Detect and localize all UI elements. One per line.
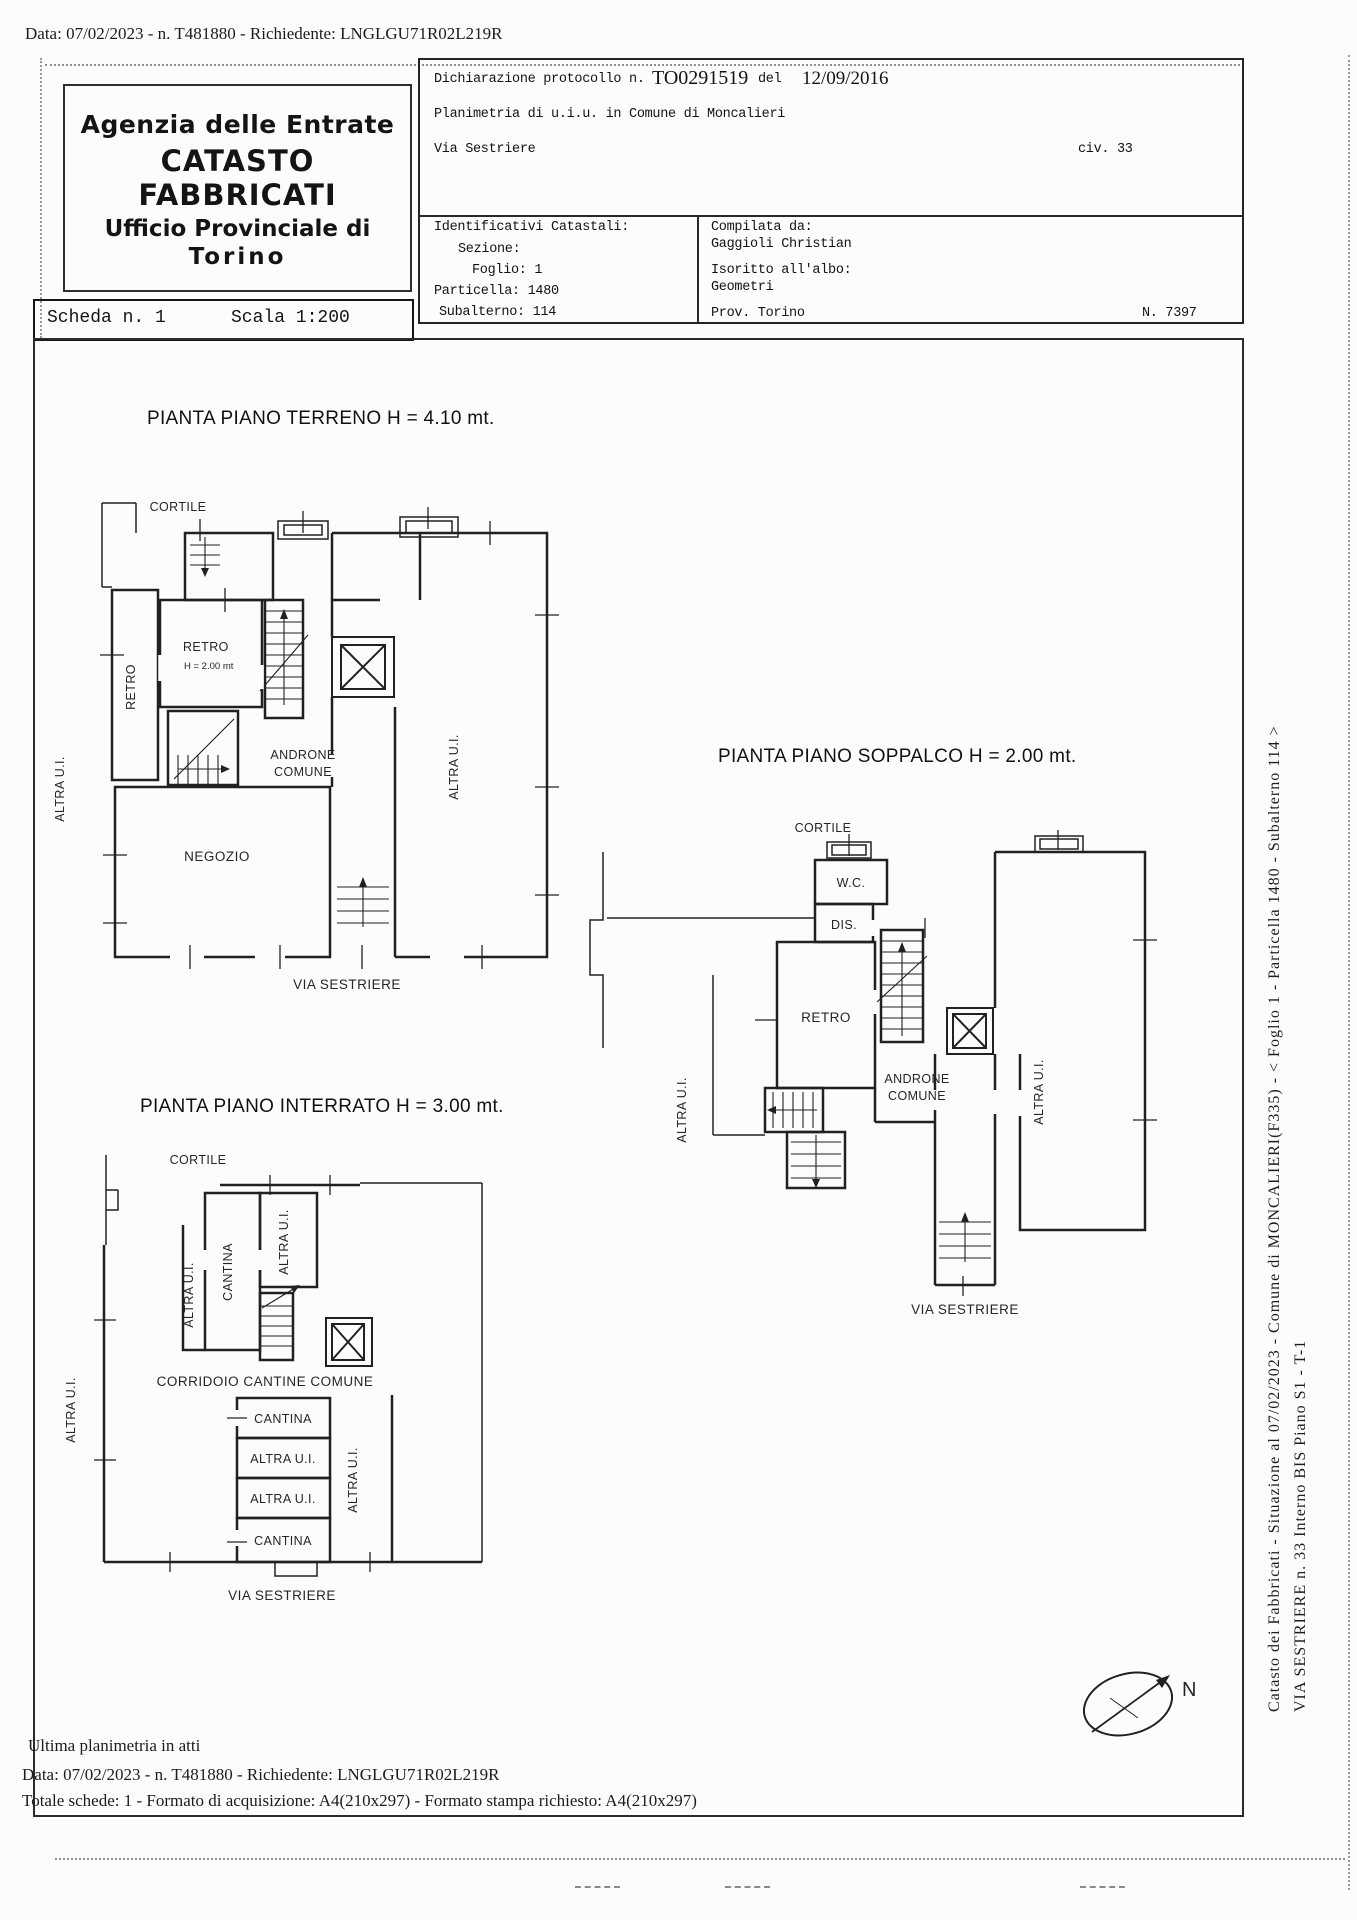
room-label-cortile: CORTILE bbox=[794, 821, 852, 835]
room-label-altra-mid-1: ALTRA U.I. bbox=[250, 1452, 316, 1466]
room-label-altra-left: ALTRA U.I. bbox=[53, 756, 67, 822]
room-label-comune: COMUNE bbox=[888, 1089, 946, 1103]
room-label-altra-left: ALTRA U.I. bbox=[675, 1077, 689, 1143]
room-label-wc: W.C. bbox=[836, 876, 866, 890]
declaration-divider-vertical bbox=[697, 215, 699, 322]
stair-arrow bbox=[812, 1179, 820, 1188]
room-label-altra-right: ALTRA U.I. bbox=[1032, 1059, 1046, 1125]
room-label-cortile: CORTILE bbox=[169, 1153, 227, 1167]
room-label-altra-right: ALTRA U.I. bbox=[447, 734, 461, 800]
terreno-walls bbox=[112, 533, 547, 957]
scheda-label: Scheda n. 1 bbox=[47, 308, 166, 328]
sidebar-line-indirizzo: VIA SESTRIERE n. 33 Interno BIS Piano S1 - T-1 bbox=[1291, 1339, 1309, 1712]
cut-mark bbox=[1080, 1886, 1125, 1888]
sidebar-rotated-text bbox=[1262, 602, 1313, 1712]
top-data-line: Data: 07/02/2023 - n. T481880 - Richiedente: LNGLGU71R02L219R bbox=[25, 24, 503, 43]
room-label-cortile: CORTILE bbox=[149, 500, 207, 514]
staircase bbox=[771, 1092, 817, 1128]
compiler-name: Gaggioli Christian bbox=[711, 237, 852, 252]
sidebar-line-situazione: Catasto dei Fabbricati - Situazione al 07/02/2023 - Comune di MONCALIERI(F335) - < Foglio 1 - Particella 1480 - Subalterno 114 > bbox=[1266, 725, 1283, 1712]
staircase bbox=[337, 883, 389, 927]
compiler-prov: Prov. Torino bbox=[711, 306, 805, 321]
staircase bbox=[791, 1135, 841, 1182]
albo-value: Geometri bbox=[711, 280, 774, 295]
door-openings bbox=[160, 655, 464, 957]
floor-plan-interrato bbox=[20, 1130, 550, 1630]
room-label-altra-far-left: ALTRA U.I. bbox=[64, 1377, 78, 1443]
room-label-cantina-top: CANTINA bbox=[221, 1243, 235, 1301]
fold-line-left bbox=[40, 58, 42, 338]
elevator-shaft bbox=[947, 1008, 993, 1054]
room-label-retro: RETRO bbox=[801, 1010, 851, 1025]
room-label-comune: COMUNE bbox=[274, 765, 332, 779]
street-line: Via Sestriere bbox=[434, 142, 536, 157]
protocol-number: TO0291519 bbox=[652, 67, 749, 89]
protocol-date: 12/09/2016 bbox=[802, 68, 889, 89]
room-label-negozio: NEGOZIO bbox=[184, 849, 250, 864]
protocol-label: Dichiarazione protocollo n. bbox=[434, 72, 645, 87]
stair-arrow bbox=[359, 877, 367, 887]
declaration-divider-horizontal bbox=[420, 215, 1242, 217]
room-label-androne: ANDRONE bbox=[884, 1072, 950, 1086]
agency-header-box bbox=[63, 84, 412, 292]
room-label-retro-strip: RETRO bbox=[124, 664, 138, 710]
footer-totale-line: Totale schede: 1 - Formato di acquisizione: A4(210x297) - Formato stampa richiesto: A4(210x297) bbox=[22, 1791, 697, 1810]
staircase bbox=[174, 719, 234, 785]
room-label-dis: DIS. bbox=[831, 918, 857, 932]
identifier-sezione: Sezione: bbox=[458, 242, 521, 257]
elevator-shaft bbox=[326, 1318, 372, 1366]
stair-arrow bbox=[767, 1106, 776, 1114]
compiler-reg-number: N. 7397 bbox=[1142, 306, 1197, 321]
room-label-altra-top-center: ALTRA U.I. bbox=[277, 1209, 291, 1275]
room-label-androne: ANDRONE bbox=[270, 748, 336, 762]
scheda-box bbox=[33, 299, 414, 341]
catasto-title: CATASTO FABBRICATI bbox=[138, 144, 337, 212]
soppalco-walls bbox=[765, 852, 1145, 1285]
street-label-via-sestriere: VIA SESTRIERE bbox=[228, 1588, 336, 1603]
office-line: Ufficio Provinciale di bbox=[104, 216, 371, 242]
floor-plan-terreno bbox=[50, 455, 590, 1015]
elevator-shaft bbox=[332, 637, 394, 697]
ultima-planimetria-line: Ultima planimetria in atti bbox=[28, 1736, 201, 1755]
cut-mark bbox=[575, 1886, 620, 1888]
scala-label: Scala 1:200 bbox=[231, 308, 350, 328]
plan-title-interrato: PIANTA PIANO INTERRATO H = 3.00 mt. bbox=[140, 1096, 504, 1117]
compiler-label: Compilata da: bbox=[711, 220, 813, 235]
room-label-altra-mid-2: ALTRA U.I. bbox=[250, 1492, 316, 1506]
fold-line-bottom bbox=[55, 1858, 1345, 1860]
identifier-particella: Particella: 1480 bbox=[434, 284, 559, 299]
room-height-label: H = 2.00 mt bbox=[184, 661, 234, 672]
staircase bbox=[877, 941, 927, 1036]
street-label-via-sestriere: VIA SESTRIERE bbox=[911, 1302, 1019, 1317]
plan-title-terreno: PIANTA PIANO TERRENO H = 4.10 mt. bbox=[147, 408, 495, 429]
staircase bbox=[190, 537, 220, 571]
declaration-box bbox=[418, 58, 1244, 324]
footer-data-line: Data: 07/02/2023 - n. T481880 - Richiedente: LNGLGU71R02L219R bbox=[22, 1765, 500, 1784]
office-city: Torino bbox=[188, 244, 287, 270]
staircase bbox=[260, 1288, 295, 1346]
albo-label: Isoritto all'albo: bbox=[711, 263, 852, 278]
identifier-foglio: Foglio: 1 bbox=[472, 263, 543, 278]
cut-mark bbox=[725, 1886, 770, 1888]
north-compass bbox=[1080, 1658, 1230, 1753]
civic-number: civ. 33 bbox=[1078, 142, 1133, 157]
floor-plan-soppalco bbox=[565, 790, 1165, 1330]
fold-line-right bbox=[1348, 55, 1350, 1890]
protocol-del-label: del bbox=[758, 72, 782, 87]
interrato-courtyard-edge bbox=[106, 1155, 482, 1576]
identifiers-title: Identificativi Catastali: bbox=[434, 220, 630, 235]
planimetria-line: Planimetria di u.i.u. in Comune di Moncalieri bbox=[434, 107, 786, 122]
north-label: N bbox=[1182, 1679, 1197, 1701]
stair-arrow bbox=[201, 568, 209, 577]
stair-arrow bbox=[961, 1212, 969, 1222]
staircase bbox=[939, 1218, 991, 1262]
stair-arrow bbox=[898, 942, 906, 952]
room-label-altra-top-left: ALTRA U.I. bbox=[182, 1262, 196, 1328]
room-label-retro: RETRO bbox=[183, 640, 229, 654]
corridor-label: CORRIDOIO CANTINE COMUNE bbox=[156, 1374, 374, 1389]
room-label-altra-right: ALTRA U.I. bbox=[346, 1447, 360, 1513]
room-label-cantina-1: CANTINA bbox=[254, 1412, 312, 1426]
plan-title-soppalco: PIANTA PIANO SOPPALCO H = 2.00 mt. bbox=[718, 746, 1077, 767]
identifier-subalterno: Subalterno: 114 bbox=[439, 305, 557, 320]
staircase bbox=[260, 611, 308, 705]
agency-name: Agenzia delle Entrate bbox=[80, 110, 395, 139]
stair-arrow bbox=[221, 765, 230, 773]
room-label-cantina-2: CANTINA bbox=[254, 1534, 312, 1548]
street-label-via-sestriere: VIA SESTRIERE bbox=[293, 977, 401, 992]
terreno-courtyard-edge bbox=[102, 503, 458, 587]
